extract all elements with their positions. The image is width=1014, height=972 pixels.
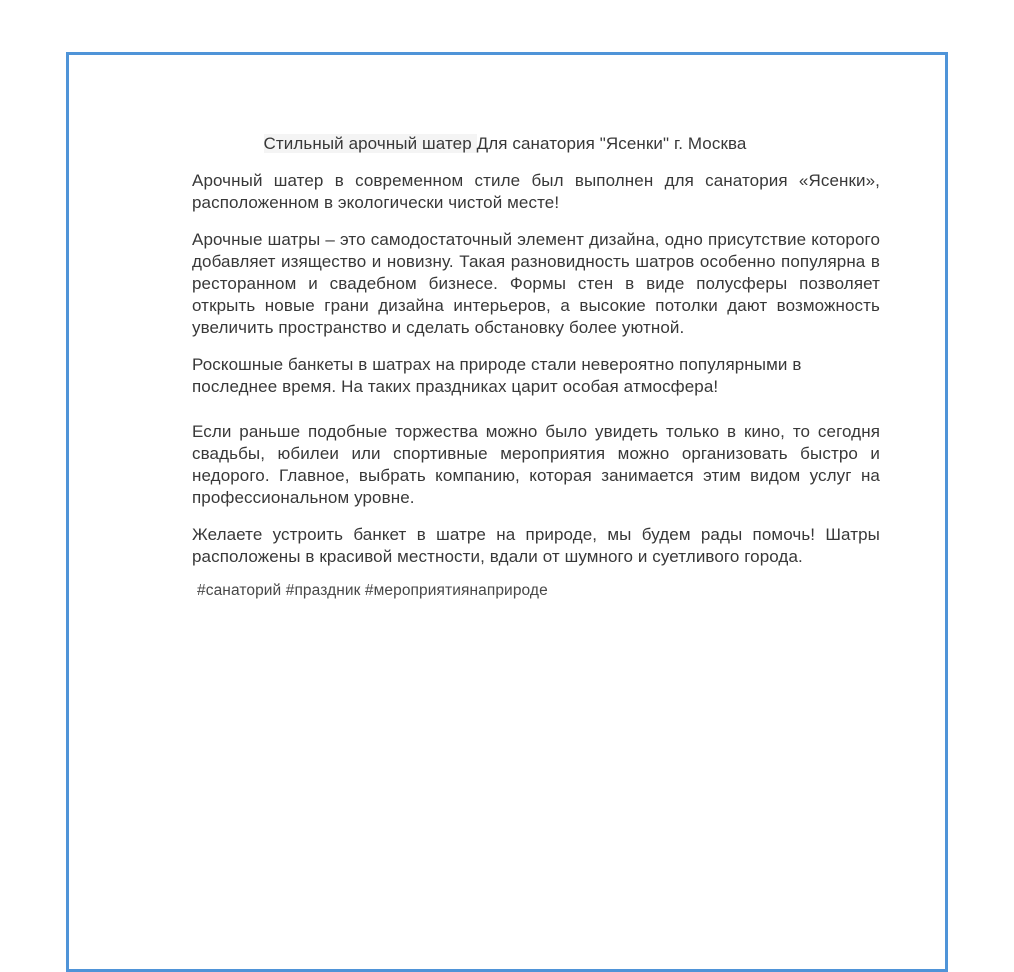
document-page: [66, 52, 948, 972]
paragraph-events: Если раньше подобные торжества можно было увидеть только в кино, то сегодня свадьбы, юбилеи или спортивные мероприятия можно организовать быстро и недорого. Главное, выбрать компанию, которая занимается этим видом услуг на профессиональном уровне.: [192, 422, 880, 507]
document-title: [192, 133, 818, 155]
document-content: [69, 55, 945, 602]
paragraph-description: Арочные шатры – это самодостаточный элемент дизайна, одно присутствие которого добавляет изящество и новизну. Такая разновидность шатров особенно популярна в ресторанном и свадебном бизнесе. Формы стен в виде полусферы позволяет открыть новые грани дизайна интерьеров, а высокие потолки дают возможность увеличить пространство и сделать обстановку более уютной.: [192, 230, 880, 337]
title-rest-text: Для санатория "Ясенки" г. Москва: [476, 134, 747, 153]
paragraph-invitation: Желаете устроить банкет в шатре на природе, мы будем рады помочь! Шатры расположены в красивой местности, вдали от шумного и суетливого города.: [192, 525, 880, 566]
hashtags-line: #санаторий #праздник #мероприятиянаприроде: [197, 582, 548, 599]
paragraph-intro: Арочный шатер в современном стиле был выполнен для санатория «Ясенки», расположенном в экологически чистой месте!: [192, 171, 880, 212]
paragraph-banquets: Роскошные банкеты в шатрах на природе стали невероятно популярными в последнее время. На таких праздниках царит особая атмосфера!: [192, 355, 802, 396]
title-highlighted-text: Стильный арочный шатер: [263, 134, 477, 153]
